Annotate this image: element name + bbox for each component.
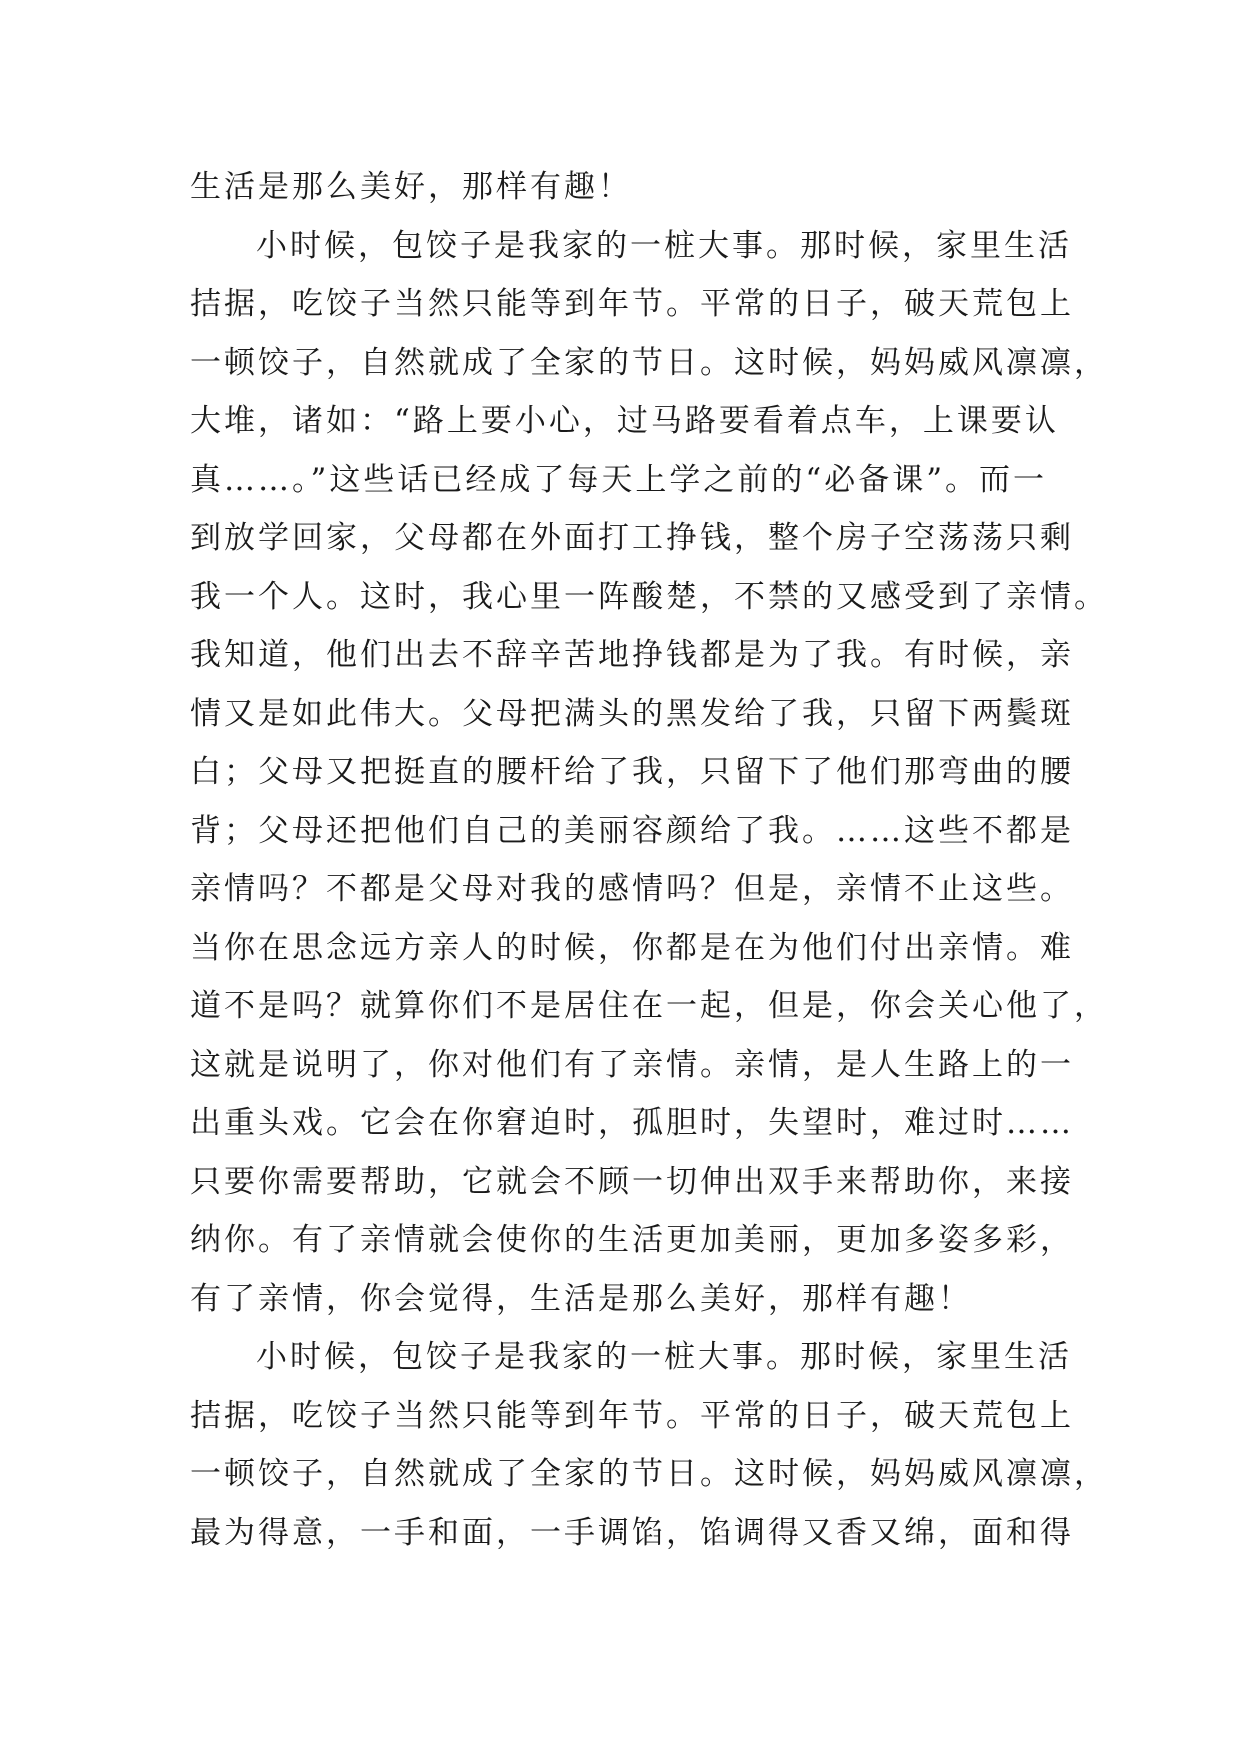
- text-line: 这就是说明了，你对他们有了亲情。亲情，是人生路上的一: [190, 1046, 1074, 1083]
- text-line: 拮据，吃饺子当然只能等到年节。平常的日子，破天荒包上: [190, 1397, 1074, 1434]
- text-line: 真……。”这些话已经成了每天上学之前的“必备课”。而一: [190, 461, 1048, 498]
- text-line: 纳你。有了亲情就会使你的生活更加美丽，更加多姿多彩，: [190, 1222, 1074, 1258]
- text-line: 我知道，他们出去不辞辛苦地挣钱都是为了我。有时候，亲: [190, 637, 1074, 673]
- paragraph-first-line: 小时候，包饺子是我家的一桩大事。那时候，家里生活: [256, 1339, 1072, 1375]
- text-line: 背；父母还把他们自己的美丽容颜给了我。……这些不都是: [190, 812, 1074, 849]
- text-line: 到放学回家，父母都在外面打工挣钱，整个房子空荡荡只剩: [190, 520, 1074, 556]
- text-line: 有了亲情，你会觉得，生活是那么美好，那样有趣！: [190, 1280, 972, 1317]
- text-line: 出重头戏。它会在你窘迫时，孤胆时，失望时，难过时……: [190, 1105, 1074, 1141]
- text-line: 道不是吗？就算你们不是居住在一起，但是，你会关心他了，: [190, 988, 1108, 1024]
- text-line: 一顿饺子，自然就成了全家的节日。这时候，妈妈威风凛凛，: [190, 1456, 1108, 1492]
- body-text: [190, 158, 1108, 1562]
- text-line: 生活是那么美好，那样有趣！: [190, 169, 632, 205]
- text-line: 最为得意，一手和面，一手调馅，馅调得又香又绵，面和得: [190, 1514, 1074, 1551]
- text-line: 当你在思念远方亲人的时候，你都是在为他们付出亲情。难: [190, 929, 1074, 966]
- text-line: 白；父母又把挺直的腰杆给了我，只留下了他们那弯曲的腰: [190, 754, 1074, 790]
- text-line: 亲情吗？不都是父母对我的感情吗？但是，亲情不止这些。: [190, 871, 1074, 907]
- text-line: 我一个人。这时，我心里一阵酸楚，不禁的又感受到了亲情。: [190, 578, 1108, 615]
- text-line: 只要你需要帮助，它就会不顾一切伸出双手来帮助你，来接: [190, 1163, 1074, 1200]
- text-line: 情又是如此伟大。父母把满头的黑发给了我，只留下两鬓斑: [190, 695, 1074, 732]
- text-line: 大堆，诸如：“路上要小心，过马路要看着点车，上课要认: [190, 403, 1059, 439]
- text-line: 拮据，吃饺子当然只能等到年节。平常的日子，破天荒包上: [190, 286, 1074, 322]
- text-line: 一顿饺子，自然就成了全家的节日。这时候，妈妈威风凛凛，: [190, 344, 1108, 381]
- paragraph-first-line: 小时候，包饺子是我家的一桩大事。那时候，家里生活: [256, 227, 1072, 264]
